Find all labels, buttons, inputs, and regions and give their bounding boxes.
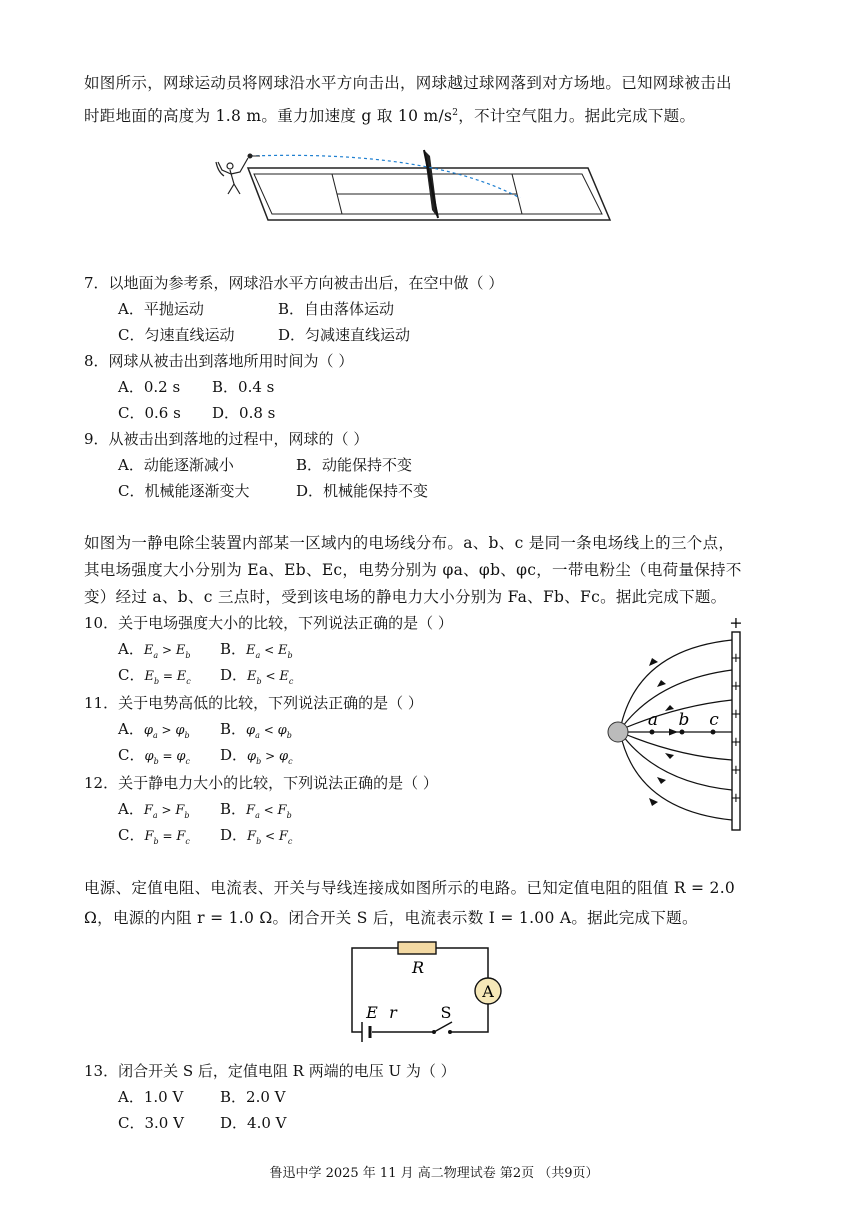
internal-resistance-label: r [389,1003,397,1022]
q12-option-c: C．$F_b = F_c$ [118,826,190,846]
intro-line: 变）经过 a、b、c 三点时，受到该电场的静电力大小分别为 Fa、Fb、Fc。据此完成下题。 [84,588,727,606]
question-7 [84,270,503,296]
ammeter-label: A [482,982,494,1001]
question-9: 9．从被击出到落地的过程中，网球的（ ） [84,430,369,448]
q9-option-a: A．动能逐渐减小 [118,456,234,474]
point-a-label: a [647,710,659,730]
plus-sign: + [730,651,742,666]
q13-option-b: B．2.0 V [220,1088,286,1106]
circuit-figure [340,936,510,1048]
q8-option-b: B．0.4 s [212,378,275,396]
question-stem: 7．以地面为参考系，网球沿水平方向被击出后，在空中做（ ） [84,274,504,292]
q8-option-c: C．0.6 s [118,404,181,422]
player-icon [216,158,248,194]
intro-line: 如图所示，网球运动员将网球沿水平方向击出，网球越过球网落到对方场地。已知网球被击出 [84,74,732,92]
question-11: 11．关于电势高低的比较，下列说法正确的是（ ） [84,694,423,712]
emf-label: E [366,1003,378,1022]
question-10: 10．关于电场强度大小的比较，下列说法正确的是（ ） [84,614,453,632]
q9-option-c: C．机械能逐渐变大 [118,482,250,500]
plus-sign: + [730,707,742,722]
q7-option-d: D．匀减速直线运动 [278,326,411,344]
q9-option-b: B．动能保持不变 [296,456,413,474]
intro-line: 时距地面的高度为 1.8 m。重力加速度 g 取 10 $m/s^2$，不计空气阻力。据此完成下题。 [84,107,696,126]
point-b-label: b [678,710,690,730]
tennis-court-figure [210,148,620,228]
intro-line: 电源、定值电阻、电流表、开关与导线连接成如图所示的电路。已知定值电阻的阻值 R = 2.0 [84,879,736,897]
plus-sign: + [730,735,742,750]
switch-label: S [440,1003,452,1022]
q8-option-a: A．0.2 s [118,378,181,396]
intro-paragraph-circuit [84,873,804,933]
q7-option-a: A．平抛运动 [118,300,204,318]
point-c-label: c [709,710,719,730]
q13-option-a: A．1.0 V [118,1088,184,1106]
q12-option-b: B．$F_a < F_b$ [220,800,292,820]
page-footer: 鲁迅中学 2025 年 11 月 高二物理试卷 第2页 （共9页） [269,1166,599,1181]
resistor-label: R [411,958,425,977]
intro-paragraph-tennis [84,68,804,131]
q11-option-a: A．$\varphi_a > \varphi_b$ [118,720,190,740]
q11-option-d: D．$\varphi_b > \varphi_c$ [220,746,293,766]
plus-sign: + [729,613,743,632]
resistor-icon [398,942,436,954]
q10-option-a: A．$E_a > E_b$ [118,640,191,660]
q11-option-b: B．$\varphi_a < \varphi_b$ [220,720,292,740]
q10-option-d: D．$E_b < E_c$ [220,666,294,686]
intro-line: Ω，电源的内阻 r = 1.0 Ω。闭合开关 S 后，电流表示数 I = 1.00 A。据此完成下题。 [84,909,698,927]
q11-option-c: C．$\varphi_b = \varphi_c$ [118,746,190,766]
q12-option-a: A．$F_a > F_b$ [118,800,190,820]
electric-field-figure [596,610,756,835]
q12-option-d: D．$F_b < F_c$ [220,826,293,846]
q10-option-c: C．$E_b = E_c$ [118,666,191,686]
q7-option-c: C．匀速直线运动 [118,326,235,344]
q13-option-c: C．3.0 V [118,1114,184,1132]
question-12: 12．关于静电力大小的比较，下列说法正确的是（ ） [84,774,438,792]
q9-option-d: D．机械能保持不变 [296,482,429,500]
q10-option-b: B．$E_a < E_b$ [220,640,293,660]
q7-option-b: B．自由落体运动 [278,300,395,318]
intro-line: 其电场强度大小分别为 Ea、Eb、Ec，电势分别为 φa、φb、φc，一带电粉尘（电荷量保持不 [84,561,742,579]
q8-option-d: D．0.8 s [212,404,276,422]
question-13: 13．闭合开关 S 后，定值电阻 R 两端的电压 U 为（ ） [84,1062,456,1080]
plus-sign: + [730,763,742,778]
plus-sign: + [730,679,742,694]
plus-sign: + [730,791,742,806]
intro-line: 如图为一静电除尘装置内部某一区域内的电场线分布。a、b、c 是同一条电场线上的三个点， [84,534,735,552]
q13-option-d: D．4.0 V [220,1114,287,1132]
question-8: 8．网球从被击出到落地所用时间为（ ） [84,352,354,370]
intro-paragraph-field [84,530,804,611]
